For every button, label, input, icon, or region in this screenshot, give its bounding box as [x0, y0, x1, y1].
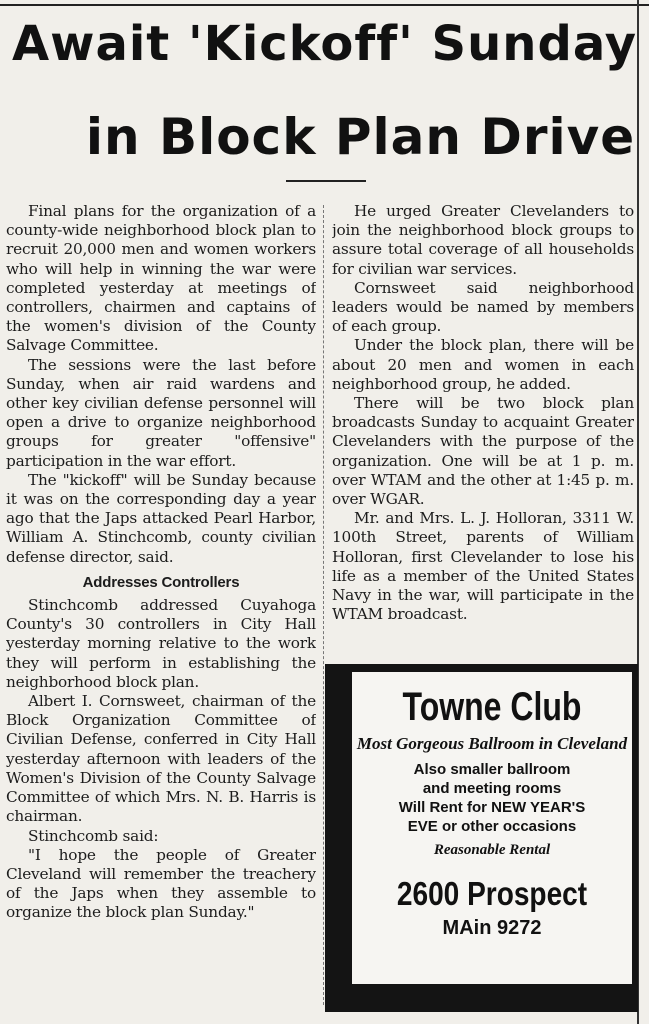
paragraph: The sessions were the last before Sunday, when air raid wardens and other key civilian defense personnel will open a drive to organize neighborhood groups for greater "offensive" participation in the war effort. — [6, 355, 316, 470]
paragraph: Cornsweet said neighborhood leaders would be named by members of each group. — [332, 278, 634, 336]
ad-name: Towne Club — [402, 685, 582, 729]
paragraph: Under the block plan, there will be about 20 men and women in each neighborhood group, he added. — [332, 336, 634, 393]
advertisement-towne-club — [352, 672, 632, 984]
paragraph: There will be two block plan broadcasts Sunday to acquaint Greater Clevelanders with the purpose of the organization. One will be at 1 p. m. over WTAM and the other at 1:45 p. m. over WGAR. — [332, 394, 634, 509]
headline-line-2: in Block Plan Drive — [85, 108, 636, 166]
paragraph: Final plans for the organization of a county-wide neighborhood block plan to recruit 20,000 men and women workers who will help in winning the war were completed yesterday at meetings of controllers, chairmen and captains of the women's division of the County Salvage Committee. — [6, 202, 316, 355]
article-right-column — [332, 202, 634, 662]
headline-line-1: Await 'Kickoff' Sunday — [11, 16, 638, 72]
paragraph: Albert I. Cornsweet, chairman of the Block Organization Committee of Civilian Defense, conferred in City Hall yesterday afternoon with leaders of the Women's Division of the County Salvage Committee of which Mrs. N. B. Harris is chairman. — [6, 692, 316, 826]
subheading: Addresses Controllers — [82, 573, 240, 591]
ad-line: and meeting rooms — [422, 780, 562, 797]
paragraph: "I hope the people of Greater Cleveland will remember the treachery of the Japs when they assemble to organize the block plan Sunday." — [6, 845, 316, 922]
article-left-column — [6, 202, 316, 1012]
paragraph: Stinchcomb said: — [28, 826, 159, 845]
ad-line: Will Rent for NEW YEAR'S — [398, 799, 586, 816]
ad-line: Also smaller ballroom — [413, 761, 571, 778]
paragraph: Mr. and Mrs. L. J. Holloran, 3311 W. 100th Street, parents of William Holloran, first Clevelander to lose his life as a member of the United States Navy in the war, will participate in the WTAM broadcast. — [332, 509, 634, 624]
ad-tagline: Most Gorgeous Ballroom in Cleveland — [356, 734, 628, 753]
ad-address: 2600 Prospect — [396, 875, 588, 912]
headline-rule — [286, 180, 366, 182]
top-border-rule — [0, 4, 649, 6]
paragraph: The "kickoff" will be Sunday because it was on the corresponding day a year ago that the Japs attacked Pearl Harbor, William A. Stinchcomb, county civilian defense director, said. — [6, 470, 316, 566]
paragraph: He urged Greater Clevelanders to join the neighborhood block groups to assure total coverage of all households for civilian war services. — [332, 202, 634, 278]
paragraph: Stinchcomb addressed Cuyahoga County's 30 controllers in City Hall yesterday morning relative to the work they will perform in establishing the neighborhood block plan. — [6, 596, 316, 691]
ad-phone: MAin 9272 — [442, 917, 542, 939]
ad-rental: Reasonable Rental — [433, 842, 551, 858]
ad-line: EVE or other occasions — [407, 818, 577, 835]
